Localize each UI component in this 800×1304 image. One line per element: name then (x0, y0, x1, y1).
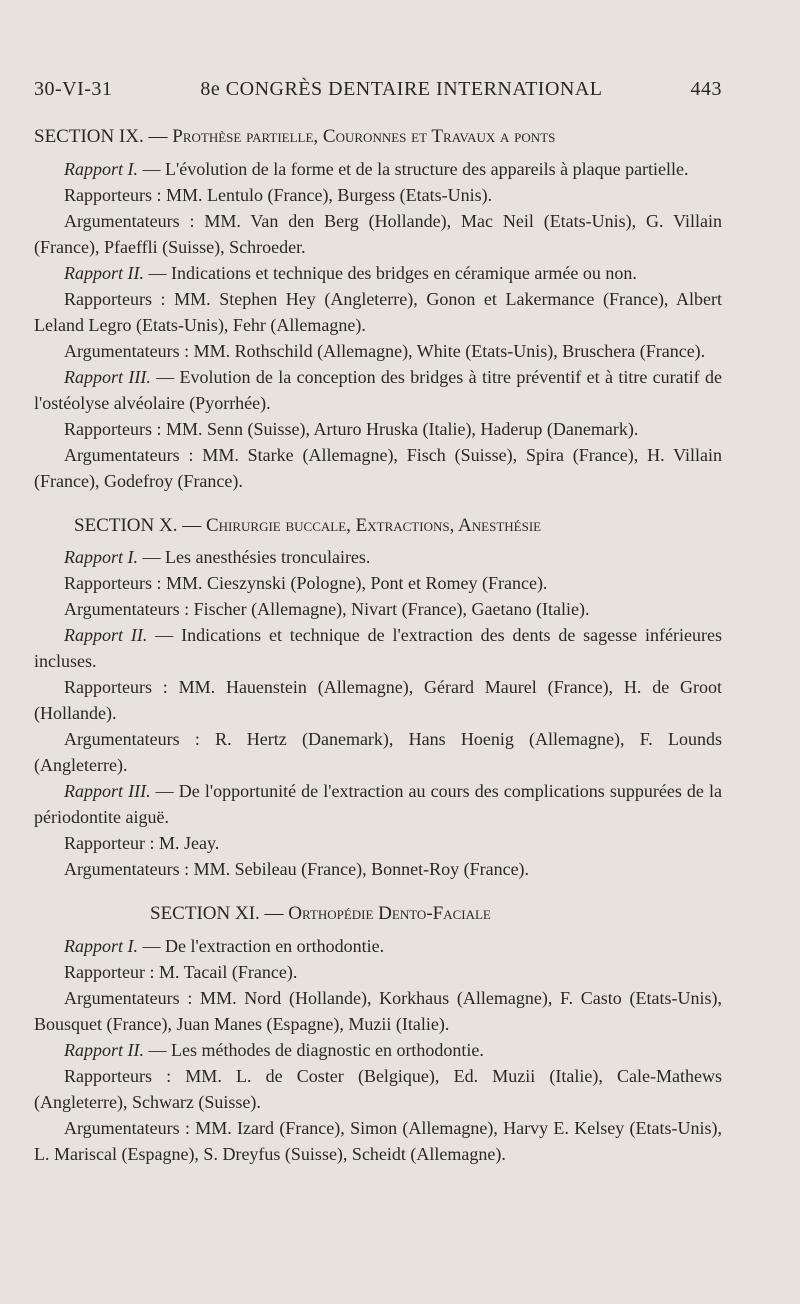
section-x-rapport-3-argumentateurs: Argumentateurs : MM. Sebileau (France), Bonnet-Roy (France). (64, 859, 530, 880)
section-ix-rapport-1 (34, 156, 722, 182)
section-x (34, 514, 722, 883)
section-ix-rapport-1-argumentateurs: Argumentateurs : MM. Van den Berg (Hollande), Mac Neil (Etats-Unis), G. Villain (France), Pfaeffli (Suisse), Schroeder. (34, 210, 722, 257)
section-ix-rapport-3 (34, 364, 722, 416)
section-x-rapport-2-argumentateurs: Argumentateurs : R. Hertz (Danemark), Hans Hoenig (Allemagne), F. Lounds (Angleterre). (34, 729, 722, 776)
section-xi-rapport-2 (34, 1037, 722, 1063)
section-ix (34, 125, 722, 494)
section-ix-rapport-1-rapporteurs: Rapporteurs : MM. Lentulo (France), Burgess (Etats-Unis). (64, 184, 493, 205)
section-ix-rapport-2-argumentateurs: Argumentateurs : MM. Rothschild (Allemagne), White (Etats-Unis), Bruschera (France). (64, 340, 706, 361)
rapport-label: Rapport I. (64, 158, 138, 179)
rapport-title: — Indications et technique des bridges en céramique armée ou non. (144, 262, 637, 283)
section-xi-rapport-1-argumentateurs: Argumentateurs : MM. Nord (Hollande), Korkhaus (Allemagne), F. Casto (Etats-Unis), Bousquet (France), Juan Manes (Espagne), Muzii (Italie). (34, 988, 722, 1035)
rapport-title: — Evolution de la conception des bridges à titre préventif et à titre curatif de l'ostéolyse alvéolaire (Pyorrhée). (34, 366, 722, 413)
rapport-title: — L'évolution de la forme et de la structure des appareils à plaque partielle. (138, 158, 689, 179)
rapport-label: Rapport II. (64, 262, 144, 283)
section-xi-rapport-2-rapporteurs: Rapporteurs : MM. L. de Coster (Belgique), Ed. Muzii (Italie), Cale-Mathews (Angleterre), Schwarz (Suisse). (34, 1066, 722, 1113)
section-x-rapport-1-argumentateurs: Argumentateurs : Fischer (Allemagne), Nivart (France), Gaetano (Italie). (64, 599, 590, 620)
section-ix-rapport-2-rapporteurs: Rapporteurs : MM. Stephen Hey (Angleterre), Gonon et Lakermance (France), Albert Leland Legro (Etats-Unis), Fehr (Allemagne). (34, 288, 722, 335)
rapport-label: Rapport II. (64, 625, 148, 646)
rapport-label: Rapport I. (64, 936, 138, 957)
section-x-rapport-2 (34, 622, 722, 674)
section-x-rapport-3 (34, 778, 722, 830)
section-x-rapport-3-rapporteurs: Rapporteur : M. Jeay. (64, 833, 220, 854)
section-ix-rapport-2 (34, 260, 722, 286)
rapport-label: Rapport III. (64, 781, 151, 802)
rapport-title: — De l'opportunité de l'extraction au cours des complications suppurées de la périodontite aiguë. (34, 781, 723, 828)
section-x-rapport-2-rapporteurs: Rapporteurs : MM. Hauenstein (Allemagne), Gérard Maurel (France), H. de Groot (Hollande). (34, 677, 722, 724)
section-x-rapport-1-rapporteurs: Rapporteurs : MM. Cieszynski (Pologne), Pont et Romey (France). (64, 573, 548, 594)
rapport-title: — Les méthodes de diagnostic en orthodontie. (144, 1040, 484, 1061)
rapport-label: Rapport III. (64, 366, 151, 387)
section-xi-rapport-1-rapporteurs: Rapporteur : M. Tacail (France). (64, 962, 298, 983)
rapport-label: Rapport I. (64, 547, 138, 568)
rapport-title: — De l'extraction en orthodontie. (138, 936, 385, 957)
header-date: 30-VI-31 (34, 78, 113, 100)
section-ix-rapport-3-argumentateurs: Argumentateurs : MM. Starke (Allemagne), Fisch (Suisse), Spira (France), H. Villain (France), Godefroy (France). (34, 444, 722, 491)
rapport-label: Rapport II. (64, 1040, 144, 1061)
page-number: 443 (690, 78, 722, 100)
section-xi (34, 902, 722, 1167)
running-head (34, 78, 722, 101)
section-xi-title: SECTION XI. — Orthopédie Dento-Faciale (150, 903, 491, 925)
section-ix-title: SECTION IX. — Prothèse partielle, Couronnes et Travaux a ponts (34, 126, 556, 147)
header-journal: 8e CONGRÈS DENTAIRE INTERNATIONAL (200, 78, 603, 100)
rapport-title: — Les anesthésies tronculaires. (138, 547, 371, 568)
section-x-rapport-1 (34, 544, 722, 570)
section-x-title: SECTION X. — Chirurgie buccale, Extractions, Anesthésie (74, 514, 542, 536)
section-ix-rapport-3-rapporteurs: Rapporteurs : MM. Senn (Suisse), Arturo Hruska (Italie), Haderup (Danemark). (64, 418, 639, 439)
rapport-title: — Indications et technique de l'extraction des dents de sagesse inférieures incluses. (34, 625, 722, 672)
section-xi-rapport-2-argumentateurs: Argumentateurs : MM. Izard (France), Simon (Allemagne), Harvy E. Kelsey (Etats-Unis), L. Mariscal (Espagne), S. Dreyfus (Suisse), Scheidt (Allemagne). (34, 1118, 722, 1165)
section-xi-rapport-1 (34, 933, 722, 959)
